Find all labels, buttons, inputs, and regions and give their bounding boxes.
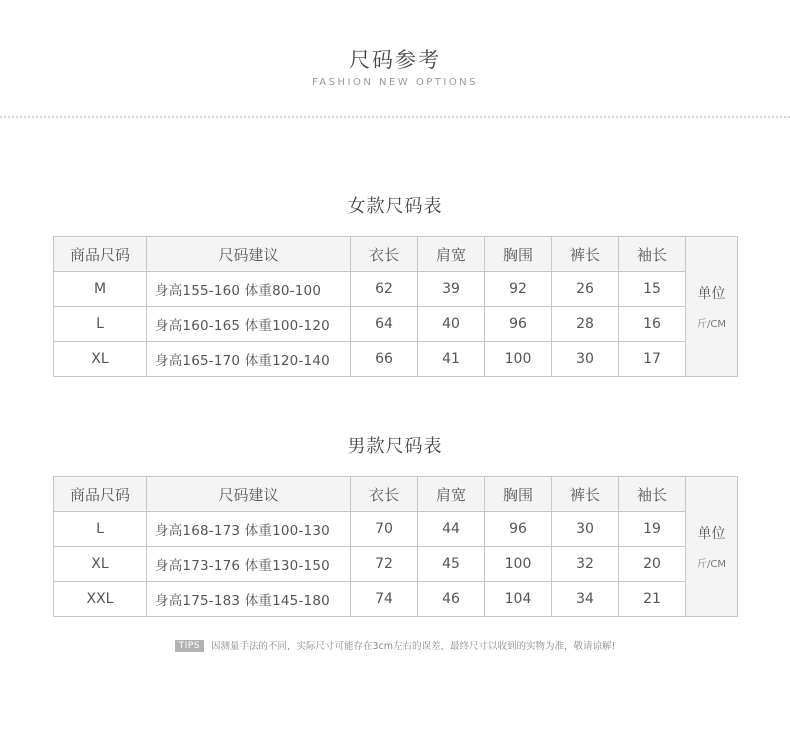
pants-cell: 32 [552,547,619,582]
unit-value: 斤/CM [697,559,726,570]
shoulder-cell: 40 [418,307,485,342]
tips-text: 因测量手法的不同，实际尺寸可能存在3cm左右的误差，最终尺寸以收到的实物为准，敬请谅解! [210,641,616,652]
chest-cell: 92 [485,272,552,307]
col-chest: 胸围 [485,477,552,512]
suggest-cell: 身高155-160 体重80-100 [147,272,351,307]
length-cell: 70 [351,512,418,547]
col-length: 衣长 [351,477,418,512]
table-row [54,582,738,617]
tips-badge: TIPS [175,640,204,652]
women-table-title: 女款尺码表 [347,196,443,217]
col-sleeve: 袖长 [619,477,686,512]
col-length: 衣长 [351,237,418,272]
length-cell: 64 [351,307,418,342]
col-suggest: 尺码建议 [147,477,351,512]
suggest-cell: 身高175-183 体重145-180 [147,582,351,617]
chest-cell: 100 [485,342,552,377]
col-size: 商品尺码 [54,477,147,512]
chest-cell: 96 [485,512,552,547]
col-pants: 裤长 [552,237,619,272]
pants-cell: 34 [552,582,619,617]
pants-cell: 28 [552,307,619,342]
size-cell: L [54,512,147,547]
sleeve-cell: 16 [619,307,686,342]
suggest-cell: 身高165-170 体重120-140 [147,342,351,377]
col-shoulder: 肩宽 [418,477,485,512]
table-row [54,272,738,307]
suggest-cell: 身高168-173 体重100-130 [147,512,351,547]
size-cell: XL [54,342,147,377]
pants-cell: 30 [552,342,619,377]
col-shoulder: 肩宽 [418,237,485,272]
tips-note [0,638,790,652]
table-row [54,342,738,377]
sleeve-cell: 20 [619,547,686,582]
table-row [54,307,738,342]
table-header-row [54,477,738,512]
table-row [54,547,738,582]
col-pants: 裤长 [552,477,619,512]
shoulder-cell: 46 [418,582,485,617]
page-subtitle: FASHION NEW OPTIONS [311,77,479,88]
shoulder-cell: 39 [418,272,485,307]
table-row [54,512,738,547]
sleeve-cell: 17 [619,342,686,377]
shoulder-cell: 45 [418,547,485,582]
sleeve-cell: 19 [619,512,686,547]
women-size-table [53,236,738,377]
unit-cell [686,237,738,377]
length-cell: 74 [351,582,418,617]
col-sleeve: 袖长 [619,237,686,272]
chest-cell: 100 [485,547,552,582]
unit-value: 斤/CM [697,319,726,330]
length-cell: 66 [351,342,418,377]
size-cell: M [54,272,147,307]
suggest-cell: 身高160-165 体重100-120 [147,307,351,342]
pants-cell: 26 [552,272,619,307]
unit-cell [686,477,738,617]
unit-label: 单位 [697,286,726,302]
size-cell: XXL [54,582,147,617]
chest-cell: 104 [485,582,552,617]
dotted-divider [0,116,790,118]
col-suggest: 尺码建议 [147,237,351,272]
unit-label: 单位 [697,526,726,542]
col-size: 商品尺码 [54,237,147,272]
table-header-row [54,237,738,272]
suggest-cell: 身高173-176 体重130-150 [147,547,351,582]
shoulder-cell: 44 [418,512,485,547]
length-cell: 72 [351,547,418,582]
sleeve-cell: 21 [619,582,686,617]
shoulder-cell: 41 [418,342,485,377]
size-cell: XL [54,547,147,582]
page-title: 尺码参考 [349,48,441,72]
pants-cell: 30 [552,512,619,547]
length-cell: 62 [351,272,418,307]
sleeve-cell: 15 [619,272,686,307]
col-chest: 胸围 [485,237,552,272]
men-size-table [53,476,738,617]
men-table-title: 男款尺码表 [347,436,443,457]
size-cell: L [54,307,147,342]
chest-cell: 96 [485,307,552,342]
